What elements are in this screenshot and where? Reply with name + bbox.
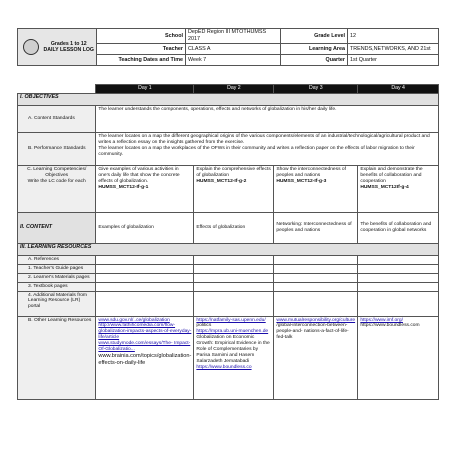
day-header-row: [18, 85, 439, 94]
learning-area-label: Learning Area: [281, 44, 348, 55]
other-resources-label: B. Other Learning Resources: [18, 316, 96, 399]
teacher-value: CLASS A: [186, 44, 281, 55]
day-1-header: Day 1: [96, 85, 194, 94]
competency-day-1: [96, 165, 194, 212]
grade-level-label: Grade Level: [281, 29, 348, 44]
competencies-row: [18, 165, 439, 212]
resource-text: Globalization on Economic Growth: Empirical Evidence in the Role of Complementaries by Parisa Samimi and Hasem Salarzadeth Jematabadi: [196, 335, 270, 364]
objectives-section-label: I. OBJECTIVES: [18, 93, 439, 105]
performance-standards-text: [96, 132, 439, 165]
content-standards-label: A. Content Standards: [18, 105, 96, 132]
resource-link[interactable]: http://www.fathihcomedia.com/flow-globalization-impacts-aspects-of-everyday-life/article: [98, 323, 192, 341]
resource-text: /global-interconnection-between-people-and- nations-a-fact-of-life-fed-talk: [276, 323, 349, 341]
performance-standards-text-1: The learner locates on a map the different geographical origins of the various components/elements of an industrial/technological/agricultural product and writes a reflection essay on the insights gathered from the exercise.: [98, 133, 430, 145]
additional-materials-row: [18, 291, 439, 316]
content-standards-row: [18, 105, 439, 132]
school-label: School: [97, 29, 186, 44]
additional-materials-label: 4. Additional Materials from Learning Resource (LR) portal: [18, 291, 96, 316]
grade-level-value: 12: [348, 29, 439, 44]
teacher-label: Teacher: [97, 44, 186, 55]
resource-link[interactable]: https://www.imf.org/: [360, 317, 403, 323]
competency-text: Give examples of various activities in one's daily life that show the concrete effects of globalization.: [98, 166, 180, 184]
competencies-label-line2: Objectives: [45, 172, 69, 178]
competency-day-3: [274, 165, 358, 212]
textbook-row: [18, 282, 439, 291]
competency-text: Explain and demonstrate the benefits of collaboration and cooperation: [360, 166, 423, 184]
learners-materials-label: 2. Learner's Materials pages: [18, 273, 96, 282]
other-resources-row: [18, 316, 439, 399]
log-title-line1: Grades 1 to 12: [50, 40, 87, 47]
dates-value: Week 7: [186, 55, 281, 66]
resources-section-label: III. LEARNING RESOURCES: [18, 243, 439, 255]
textbook-label: 3. Textbook pages: [18, 282, 96, 291]
resource-link[interactable]: www.studymode.com/essays/The- Impact- Of-Globalizatio...: [98, 341, 191, 353]
resource-link[interactable]: https://www.boundless.co: [196, 364, 252, 370]
resources-row: [18, 243, 439, 255]
resource-link[interactable]: https://mpra.ub.uni-muenchen.de: [196, 329, 269, 335]
log-title: [44, 41, 94, 54]
content-day-2: Effects of globalization: [194, 212, 274, 243]
performance-standards-text-2: The learner locates on a map the workplaces of the OFWs in their community and writes a reflection paper on the effects of labor migration to their community.: [98, 145, 415, 157]
competencies-label-line3: Write the LC code for each: [27, 178, 86, 184]
competency-text: Explain the comprehensive effects of globalization: [196, 166, 271, 178]
corner-cell: [18, 85, 96, 94]
lesson-log-table: [17, 84, 439, 400]
resource-link[interactable]: www.mutualresponsibility.org/culture: [276, 317, 356, 323]
performance-standards-row: [18, 132, 439, 165]
content-section-label: II. CONTENT: [18, 212, 96, 243]
references-label: A. References: [18, 255, 96, 264]
competencies-label: [18, 165, 96, 212]
resource-text: politics: [196, 323, 212, 329]
performance-standards-label: B. Performance Standards: [18, 132, 96, 165]
competency-code: HUMSS_MCT12-If-g-3: [276, 178, 327, 184]
content-day-3: Networking: Interconnectedness of peoples and nations: [274, 212, 358, 243]
log-title-line2: DAILY LESSON LOG: [43, 47, 94, 53]
learners-materials-row: [18, 273, 439, 282]
competency-day-2: [194, 165, 274, 212]
resource-text: www.brainia.com/topics/globalization-effects-on-daily-life: [98, 352, 192, 366]
competency-code: HUMSS_MCT12-If-g-1: [98, 184, 149, 190]
dates-label: Teaching Dates and Time: [97, 55, 186, 66]
content-day-1: Examples of globalization: [96, 212, 194, 243]
learning-area-value: TRENDS,NETWORKS, AND 21st: [348, 44, 439, 55]
content-day-4: The benefits of collaboration and cooperation in global networks: [358, 212, 439, 243]
quarter-value: 1st Quarter: [348, 55, 439, 66]
teachers-guide-label: 1. Teacher's Guide pages: [18, 264, 96, 273]
resource-text: https://www.boundless.com: [360, 323, 420, 329]
other-resources-day-3: [274, 316, 358, 399]
header-table: [17, 28, 439, 66]
objectives-row: [18, 93, 439, 105]
school-value: DepED Region III MTOTHUMSS 2017: [186, 29, 281, 44]
resource-link[interactable]: https://natfamily-sas.upenn.edu/: [196, 317, 266, 323]
competency-code: HUMSS_MCT12-If-g-2: [196, 178, 247, 184]
competency-day-4: [358, 165, 439, 212]
deped-seal-icon: [23, 39, 39, 55]
competencies-label-line1: C. Learning Competencies/: [27, 166, 87, 172]
day-4-header: Day 4: [358, 85, 439, 94]
quarter-label: Quarter: [281, 55, 348, 66]
references-row: [18, 255, 439, 264]
day-2-header: Day 2: [194, 85, 274, 94]
other-resources-day-4: [358, 316, 439, 399]
teachers-guide-row: [18, 264, 439, 273]
content-standards-text: The learner understands the components, operations, effects and networks of globalization in his/her daily life.: [96, 105, 439, 132]
competency-text: Show the interconnectedness of peoples and nations: [276, 166, 346, 178]
day-3-header: Day 3: [274, 85, 358, 94]
competency-code: HUMSS_MCT12If-g-4: [360, 184, 409, 190]
resource-link[interactable]: www.sdu.gov.nl/..ce/globalization: [98, 317, 170, 323]
logo-cell: [18, 29, 97, 66]
other-resources-day-2: [194, 316, 274, 399]
content-row: [18, 212, 439, 243]
other-resources-day-1: [96, 316, 194, 399]
